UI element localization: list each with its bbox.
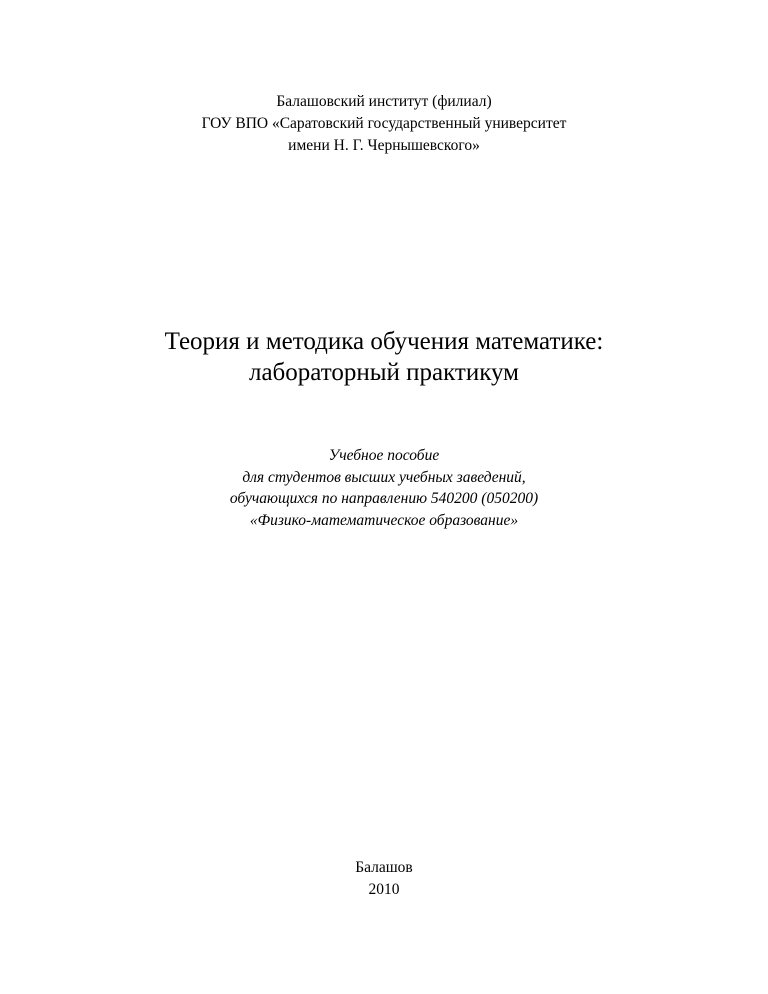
document-subtitle bbox=[0, 445, 768, 531]
title-line-1: Теория и методика обучения математике: bbox=[164, 328, 604, 355]
subtitle-direction: обучающихся по направлению 540200 (050200) bbox=[229, 490, 539, 507]
subtitle-program: «Физико-математическое образование» bbox=[249, 511, 519, 529]
subtitle-audience: для студентов высших учебных заведений, bbox=[242, 468, 526, 486]
document-title bbox=[0, 326, 768, 388]
title-line-2: лабораторный практикум bbox=[248, 359, 520, 386]
imprint bbox=[0, 857, 768, 901]
university-name-continued: имени Н. Г. Чернышевского» bbox=[288, 137, 480, 154]
institution-header bbox=[0, 91, 768, 157]
imprint-year: 2010 bbox=[368, 881, 400, 898]
institution-name: Балашовский институт (филиал) bbox=[276, 93, 492, 110]
university-name: ГОУ ВПО «Саратовский государственный университет bbox=[201, 115, 567, 132]
imprint-city: Балашов bbox=[355, 859, 413, 876]
subtitle-type: Учебное пособие bbox=[328, 447, 440, 464]
